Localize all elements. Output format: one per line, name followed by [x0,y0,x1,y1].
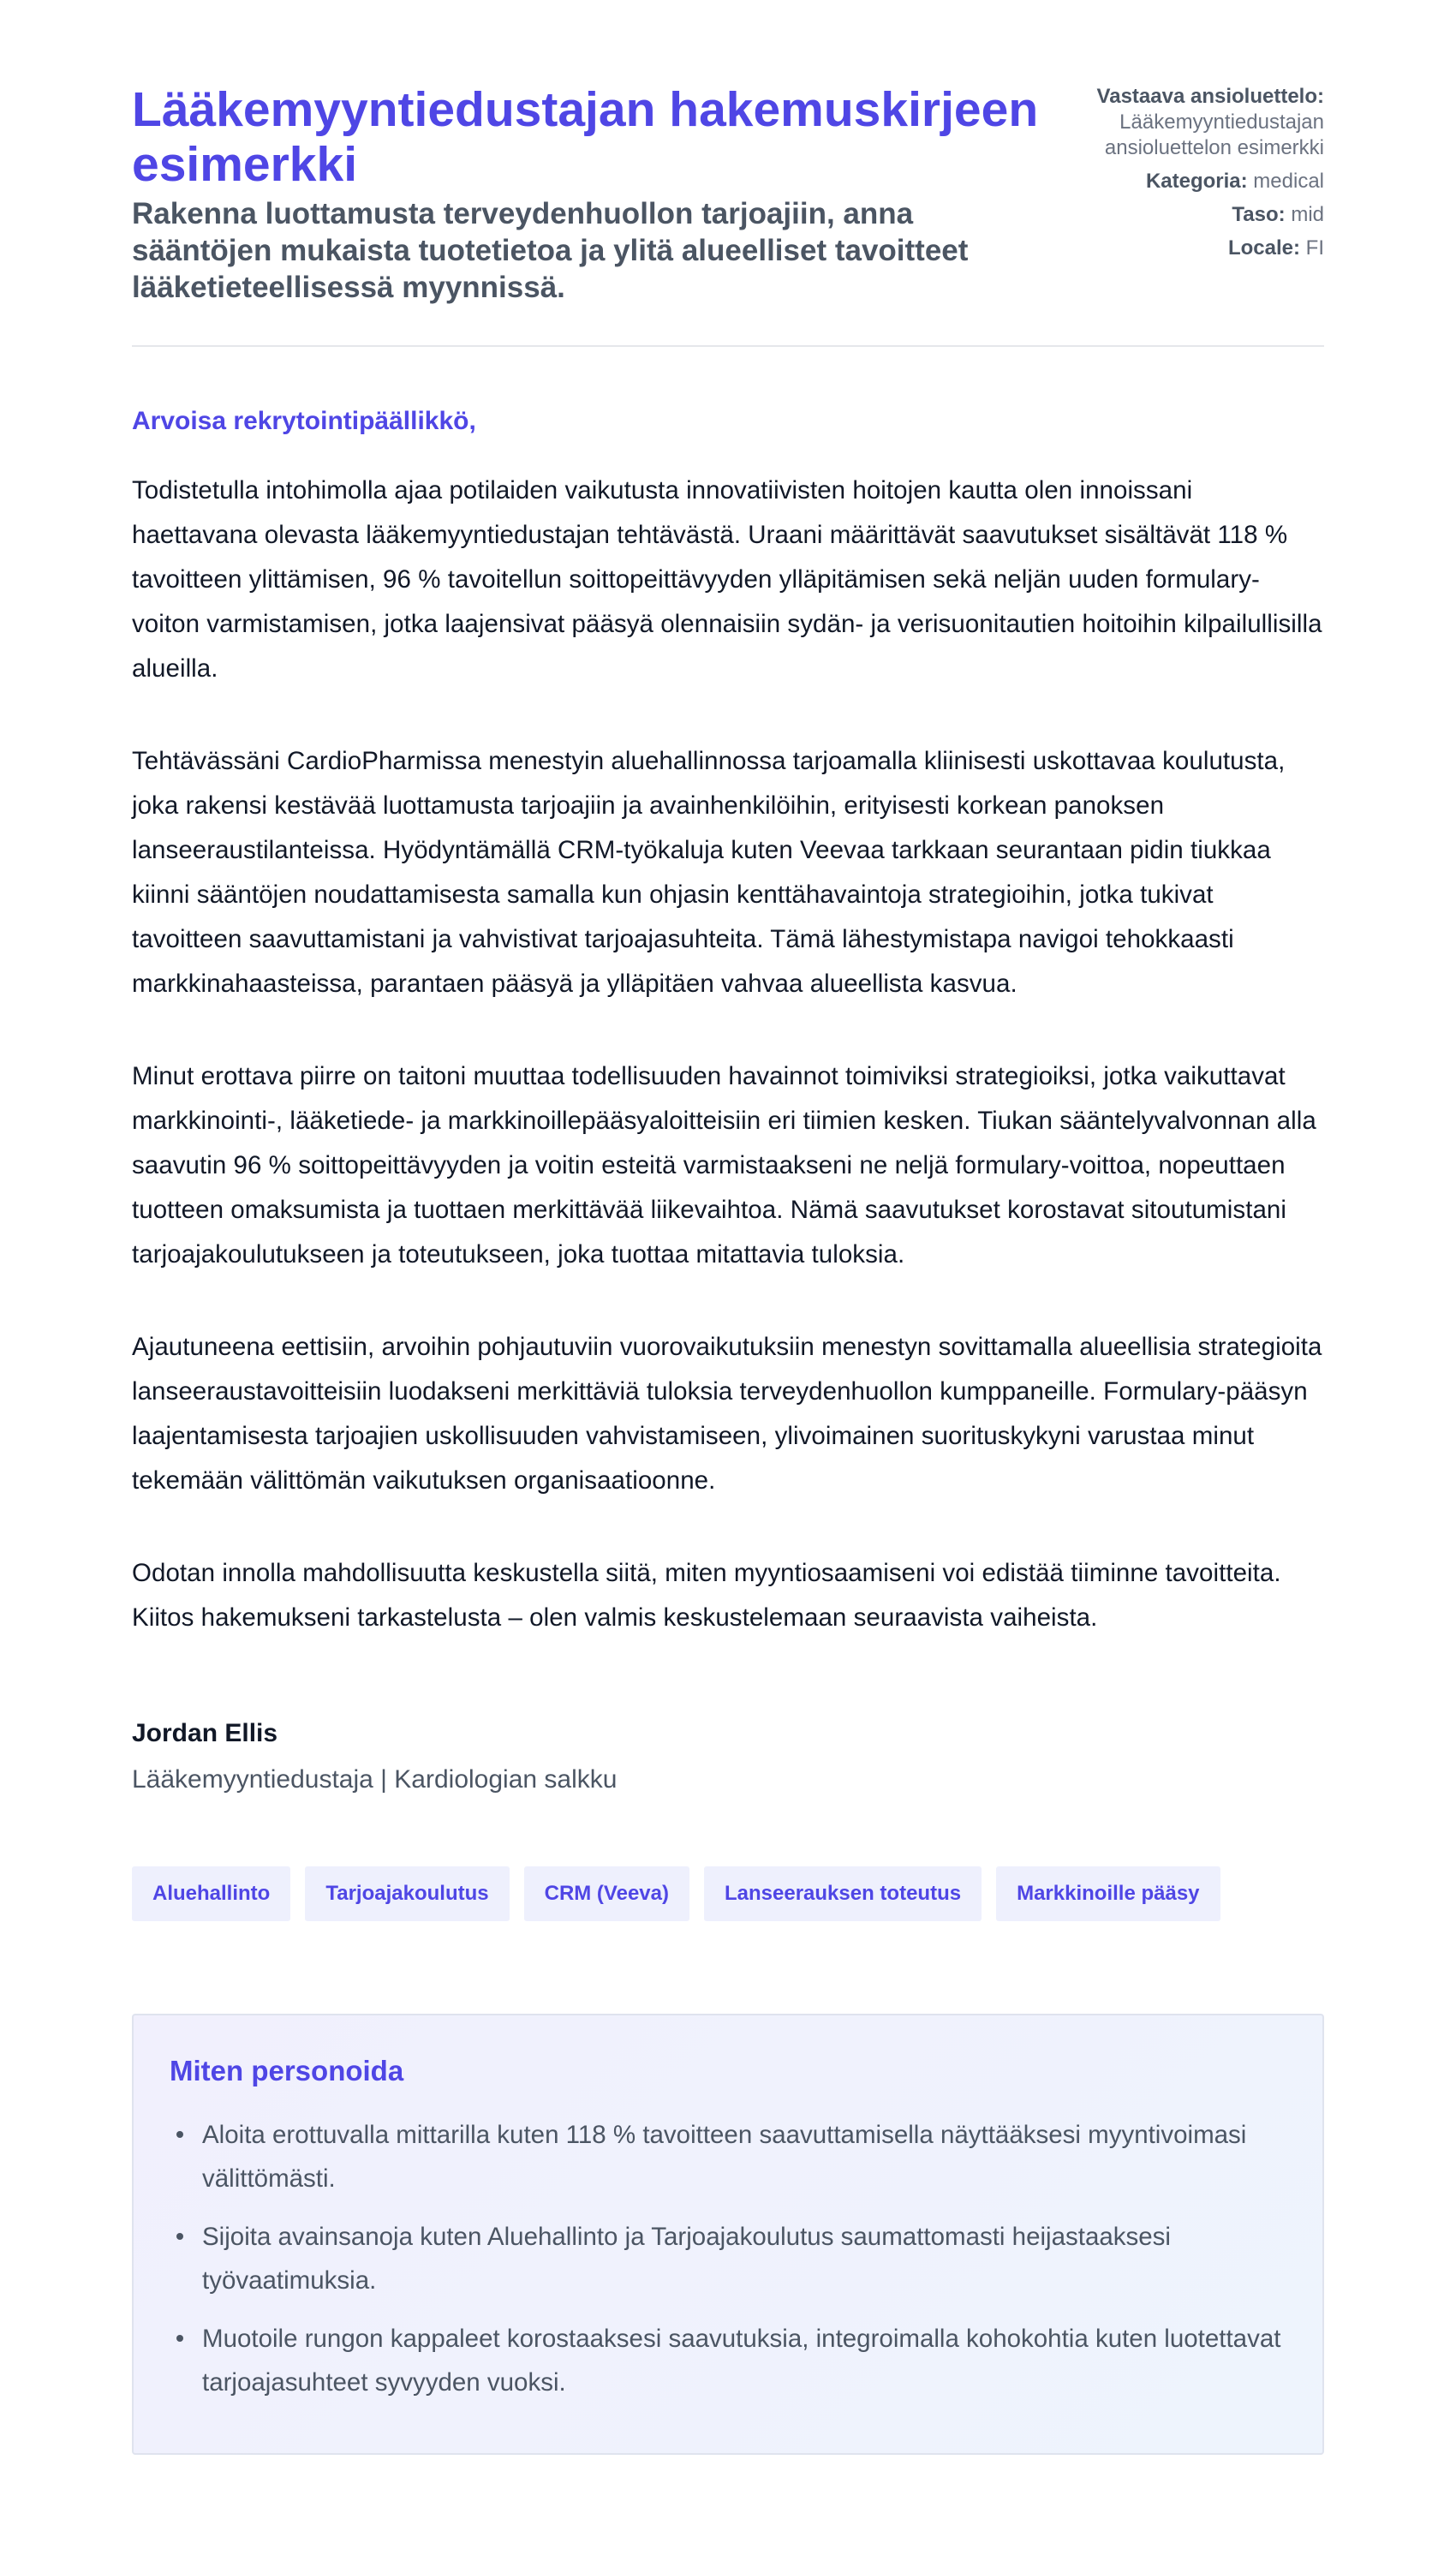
meta-locale [1067,236,1324,261]
tip-item: Sijoita avainsanoja kuten Aluehallinto ja Tarjoajakoulutus saumattomasti heijastaaksesi työvaatimuksia. [202,2215,1286,2302]
cover-letter-page [132,0,1324,2455]
meta-category [1067,169,1324,194]
letter-body [132,469,1324,1640]
letter-paragraph: Todistetulla intohimolla ajaa potilaiden vaikutusta innovatiivisten hoitojen kautta olen innoissani haettavana olevasta lääkemyyntiedustajan tehtävästä. Uraani määrittävät saavutukset sisältävät 118 % tavoitteen ylittämisen, 96 % tavoitellun soittopeittävyyden ylläpitämisen sekä neljän uuden formulary-voiton varmistamisen, jotka laajensivat pääsyä olennaisiin sydän- ja verisuonitautien hoitoihin kilpailullisilla alueilla. [132,476,1322,683]
meta-locale-label: Locale: [1227,236,1300,260]
meta-level [1067,202,1324,228]
tips-title: Miten personoida [170,2055,404,2086]
skill-tag: Tarjoajakoulutus [305,1866,509,1921]
meta-level-label: Taso: [1232,203,1286,226]
meta-resume-link[interactable]: Lääkemyyntiedustajan ansioluettelon esimerkki [1104,110,1324,159]
letter-paragraph: Minut erottava piirre on taitoni muuttaa todellisuuden havainnot toimiviksi strategioiksi, jotka vaikuttavat markkinointi-, lääketiede- ja markkinoillepääsyaloitteisiin eri tiimien kesken. Tiukan sääntelyvalvonnan alla saavutin 96 % soittopeittävyyden ja voitin esteitä varmistaakseni ne neljä formulary-voittoa, nopeuttaen tuotteen omaksumista ja tuottaen merkittävää liikevaihtoa. Nämä saavutukset korostavat sitoutumistani tarjoajakoulutukseen ja toteutukseen, joka tuottaa mitattavia tuloksia. [132,1062,1316,1269]
skill-tag: Lanseerauksen toteutus [704,1866,982,1921]
tip-item: Muotoile rungon kappaleet korostaaksesi saavutuksia, integroimalla kohokohtia kuten luotettavat tarjoajasuhteet syvyyden vuoksi. [202,2317,1286,2404]
page-header [132,82,1324,347]
page-title: Lääkemyyntiedustajan hakemuskirjeen esimerkki [132,82,1039,192]
letter-paragraph: Odotan innolla mahdollisuutta keskustella siitä, miten myyntiosaamiseni voi edistää tiiminne tavoitteita. Kiitos hakemukseni tarkastelusta – olen valmis keskustelemaan seuraavista vaiheista. [132,1559,1281,1632]
meta-resume [1067,84,1324,161]
signature-name: Jordan Ellis [132,1719,278,1747]
letter-salutation: Arvoisa rekrytointipäällikkö, [132,407,476,435]
skill-tags [132,1866,1324,1921]
skill-tag: Markkinoille pääsy [996,1866,1220,1921]
meta-panel [1067,82,1324,269]
skill-tag: Aluehallinto [132,1866,290,1921]
signature-block [132,1719,1324,1794]
meta-category-value: medical [1253,170,1324,193]
tips-list [170,2113,1286,2404]
personalization-tips [132,2014,1324,2455]
meta-category-label: Kategoria: [1145,170,1248,193]
skill-tag: CRM (Veeva) [524,1866,689,1921]
meta-locale-value: FI [1305,236,1324,260]
letter-paragraph: Ajautuneena eettisiin, arvoihin pohjautuviin vuorovaikutuksiin menestyn sovittamalla alueellisia strategioita lanseeraustavoitteisiin luodakseni merkittäviä tuloksia terveydenhuollon kumppaneille. Formulary-pääsyn laajentamisesta tarjoajien uskollisuuden vahvistamiseen, ylivoimainen suorituskykyni varustaa minut tekemään välittömän vaikutuksen organisaatioonne. [132,1333,1322,1495]
tip-item: Aloita erottuvalla mittarilla kuten 118 % tavoitteen saavuttamisella näyttääksesi myyntivoimasi välittömästi. [202,2113,1286,2200]
signature-role: Lääkemyyntiedustaja | Kardiologian salkku [132,1765,618,1794]
page-subtitle: Rakenna luottamusta terveydenhuollon tarjoajiin, anna sääntöjen mukaista tuotetietoa ja ylitä alueelliset tavoitteet lääketieteellisessä myynnissä. [132,197,969,304]
letter-paragraph: Tehtävässäni CardioPharmissa menestyin aluehallinnossa tarjoamalla kliinisesti uskottavaa koulutusta, joka rakensi kestävää luottamusta tarjoajiin ja avainhenkilöihin, erityisesti korkean panoksen lanseeraustilanteissa. Hyödyntämällä CRM-työkaluja kuten Veevaa tarkkaan seurantaan pidin tiukkaa kiinni sääntöjen noudattamisesta samalla kun ohjasin kenttähavaintoja strategioihin, jotka tukivat tavoitteen saavuttamistani ja vahvistivat tarjoajasuhteita. Tämä lähestymistapa navigoi tehokkaasti markkinahaasteissa, parantaen pääsyä ja ylläpitäen vahvaa alueellista kasvua. [132,747,1286,998]
header-titles [132,82,1040,306]
meta-level-value: mid [1291,203,1324,226]
meta-resume-label: Vastaava ansioluettelo: [1096,85,1324,108]
